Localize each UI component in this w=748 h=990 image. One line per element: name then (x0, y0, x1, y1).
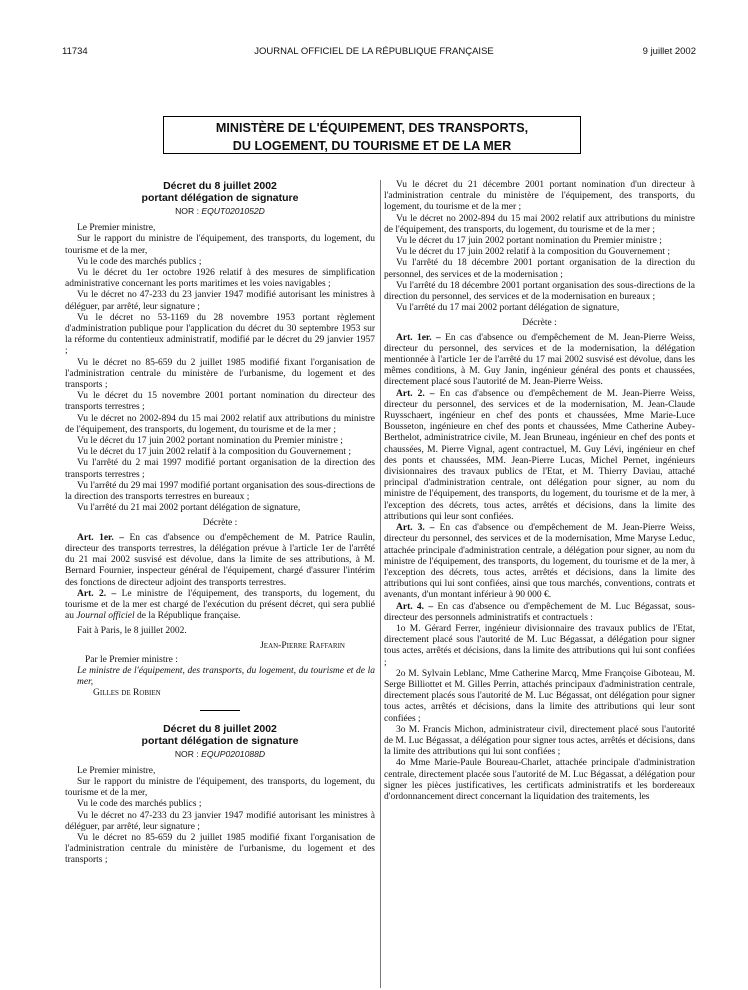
decree1-decrete: Décrète : (202, 518, 238, 529)
decree2-art4-item-3: 3o M. Francis Michon, administrateur civil, directement placé sous l'autorité de M. Luc Bégassat, a délégation pour signer tous actes, arrêtés et décisions, dans la limite des attributions qui lui sont confiées ; (384, 724, 695, 758)
issue-date: 9 juillet 2002 (642, 46, 696, 57)
decree1-intro-11: Vu l'arrêté du 2 mai 1997 modifié portant organisation de la direction des transports terrestres ; (65, 458, 375, 480)
decree2-intro-cont-4: Vu l'arrêté du 18 décembre 2001 portant organisation de la direction du personnel, des services et de la modernisation ; (384, 258, 695, 280)
decree1-minister-name: Gilles de Robien (93, 688, 161, 699)
decree1-art2-text-a: Le ministre de l'équipement, des transports, du logement, du tourisme et de la mer est chargé de l'exécution du présent décret, qui sera publié au (65, 588, 375, 622)
decree2-article-4 (384, 602, 695, 624)
decree1-nor-code: EQUT0201052D (201, 206, 265, 216)
decree2-art4-item-4: 4o Mme Marie-Paule Boureau-Charlet, attachée principale d'administration centrale, directement placée sous l'autorité de M. Luc Bégassat, a délégation pour signer les pièces justificatives, les certificats administratifs et les bordereaux d'ordonnancement direct concernant la liquidation des traitements, les (384, 758, 695, 802)
decree1-intro-4: Vu le décret no 47-233 du 23 janvier 1947 modifié autorisant les ministres à déléguer, par arrêté, leur signature ; (65, 290, 375, 312)
decree2-art4-text: En cas d'absence ou d'empêchement de M. Luc Bégassat, sous-directeur des personnels administratifs et contractuels : (384, 601, 695, 623)
column-divider (380, 180, 381, 988)
decree2-art2-text: En cas d'absence ou d'empêchement de M. Jean-Pierre Weiss, directeur du personnel, des services et de la modernisation, M. Jean-Claude Ruysschaert, ingénieur en chef des ponts et chaussées, Mme Marie-Luce Bousseton, ingénieure en chef des ponts et chaussées, Mme Catherine Aubey-Berthelot, administratrice civile, M. Jean Bruneau, ingénieur en chef des ponts et chaussées, M. Pierre Vignal, agent contractuel, M. Guy Lévi, ingénieur en chef des ponts et chaussées, MM. Jean-Pierre Lucas, Michel Pernet, ingénieurs divisionnaires des travaux publics de l'Etat, et M. Thierry Daviau, attaché principal d'administration centrale, ont délégation pour signer, au nom du ministre de l'équipement, des transports, du logement, du tourisme et de la mer, à l'exception des décrets, tous actes, arrêtés et décisions, dans la limite des attributions qui leur sont confiées. (384, 388, 695, 522)
decree2-intro-cont-2: Vu le décret du 17 juin 2002 portant nomination du Premier ministre ; (396, 236, 662, 247)
decree2-intro-cont-6: Vu l'arrêté du 17 mai 2002 portant délégation de signature, (396, 303, 620, 314)
decree1-art2-text-b: de la République française. (134, 611, 241, 622)
decree2-nor-code: EQUP0201088D (201, 748, 266, 759)
decree1-intro-13: Vu l'arrêté du 21 mai 2002 portant délégation de signature, (77, 503, 301, 514)
journal-title: JOURNAL OFFICIEL DE LA RÉPUBLIQUE FRANÇAISE (254, 46, 494, 57)
decree1-intro-12: Vu l'arrêté du 29 mai 1997 modifié portant organisation des sous-directions de la direction des transports terrestres en bureaux ; (65, 480, 375, 503)
separator-rule (200, 710, 240, 711)
decree1-intro-5: Vu le décret no 53-1169 du 28 novembre 1953 portant règlement d'administration publique pour l'application du décret du 30 septembre 1953 sur la réforme du contentieux administratif, modifié par le décret du 29 janvier 1957 ; (65, 312, 375, 357)
decree1-article-1 (65, 533, 375, 589)
decree2-nor-label: NOR : (174, 748, 202, 759)
decree2-intro-0: Le Premier ministre, (77, 765, 156, 776)
decree1-art1-text: En cas d'absence ou d'empêchement de M. Patrice Raulin, directeur des transports terrestres, la délégation prévue à l'article 1er de l'arrêté du 21 mai 2002 susvisé est dévolue, dans la limite de ses attributions, à M. Bernard Fournier, inspecteur général de l'équipement, chargé d'assurer l'intérim des fonctions de directeur adjoint des transports terrestres. (65, 532, 375, 588)
decree1-intro-0: Le Premier ministre, (77, 223, 156, 234)
decree1-intro-1: Sur le rapport du ministre de l'équipement, des transports, du logement, du tourisme et de la mer, (65, 234, 375, 256)
decree2-intro-cont-5: Vu l'arrêté du 18 décembre 2001 portant organisation des sous-directions de la direction du personnel, des services et de la modernisation en bureaux ; (384, 280, 695, 303)
decree2-article-3 (384, 523, 695, 601)
decree2-article-2 (384, 389, 695, 523)
decree1-art1-label: Art. 1er. – (77, 532, 124, 543)
decree2-article-1 (384, 333, 695, 389)
decree1-intro-2: Vu le code des marchés publics ; (77, 256, 202, 267)
decree1-intro-7: Vu le décret du 15 novembre 2001 portant nomination du directeur des transports terrestres ; (65, 391, 375, 413)
decree2-art3-text: En cas d'absence ou d'empêchement de M. Jean-Pierre Weiss, directeur du personnel, des services et de la modernisation, Mme Maryse Leduc, attachée principale d'administration centrale, a délégation pour signer, au nom du ministre de l'équipement, des transports, du logement, du tourisme et de la mer, à l'exception des décrets, tous actes, arrêtés et décisions, dans la limite des attributions qui lui sont confiées, ainsi que tous marchés, conventions, contrats et avenants, d'un montant inférieur à 90 000 €. (384, 523, 695, 601)
decree1-intro-8: Vu le décret no 2002-894 du 15 mai 2002 relatif aux attributions du ministre de l'équipement, des transports, du logement, du tourisme et de la mer ; (65, 413, 375, 435)
ministry-heading-line1: MINISTÈRE DE L'ÉQUIPEMENT, DES TRANSPORTS, (215, 121, 529, 135)
decree1-pm-signature: Jean-Pierre Raffarin (260, 640, 345, 651)
decree1-nor-label: NOR : (175, 206, 202, 216)
decree2-art4-label: Art. 4. – (396, 601, 434, 612)
decree2-nor (65, 749, 375, 760)
decree2-title-line2: portant délégation de signature (141, 734, 299, 747)
left-column (65, 180, 375, 867)
decree2-art4-item-2: 2o M. Sylvain Leblanc, Mme Catherine Marcq, Mme Françoise Giboteau, M. Serge Billiottet et M. Gilles Perrin, attachés principaux d'administration centrale, directement placés sous l'autorité de M. Luc Bégassat, ont délégation pour signer tous actes, arrêtés et décisions, dans la limite des attributions qui leur sont confiées ; (384, 668, 695, 724)
decree1-title-line1: Décret du 8 juillet 2002 (163, 180, 277, 192)
decree1-art2-label: Art. 2. – (77, 588, 117, 599)
running-header (0, 46, 748, 60)
right-column (384, 180, 695, 803)
decree1-minister-title: Le ministre de l'équipement, des transports, du logement, du tourisme et de la mer, (77, 665, 375, 688)
decree2-intro-3: Vu le décret no 47-233 du 23 janvier 1947 modifié autorisant les ministres à déléguer, par arrêté, leur signature ; (65, 810, 375, 832)
decree2-decrete: Décrète : (522, 318, 557, 329)
decree1-intro-10: Vu le décret du 17 juin 2002 relatif à la composition du Gouvernement ; (77, 447, 352, 458)
decree2-art1-label: Art. 1er. – (396, 332, 441, 343)
decree2-art3-label: Art. 3. – (396, 523, 435, 534)
decree1-title-line2: portant délégation de signature (141, 192, 299, 204)
decree2-title-line1: Décret du 8 juillet 2002 (163, 722, 277, 735)
decree2-art2-label: Art. 2. – (396, 388, 435, 399)
ministry-heading-line2: DU LOGEMENT, DU TOURISME ET DE LA MER (232, 139, 512, 153)
decree2-intro-2: Vu le code des marchés publics ; (77, 799, 202, 810)
decree2-art1-text: En cas d'absence ou d'empêchement de M. Jean-Pierre Weiss, directeur du personnel, des services et de la modernisation, la délégation mentionnée à l'article 1er de l'arrêté du 17 mai 2002 susvisé est dévolue, dans les mêmes conditions, à M. Guy Janin, ingénieur général des ponts et chaussées, directement placé sous l'autorité de M. Jean-Pierre Weiss. (384, 332, 695, 388)
decree2-intro-1: Sur le rapport du ministre de l'équipement, des transports, du logement, du tourisme et de la mer, (65, 776, 375, 799)
decree2-intro-cont-0: Vu le décret du 21 décembre 2001 portant nomination d'un directeur à l'administration centrale du ministère de l'équipement, des transports, du logement, du tourisme et de la mer ; (384, 180, 695, 213)
page-number: 11734 (62, 46, 88, 57)
decree2-intro-4: Vu le décret no 85-659 du 2 juillet 1985 modifié fixant l'organisation de l'administration centrale du ministère de l'urbanisme, du logement et des transports ; (65, 832, 375, 866)
decree2-intro-cont-1: Vu le décret no 2002-894 du 15 mai 2002 relatif aux attributions du ministre de l'équipement, des transports, du logement, du tourisme et de la mer ; (384, 213, 695, 235)
decree1-par-le: Par le Premier ministre : (85, 654, 178, 665)
decree1-intro-3: Vu le décret du 1er octobre 1926 relatif à des mesures de simplification administrative concernant les ports maritimes et les voies navigables ; (65, 268, 375, 290)
decree1-article-2 (65, 589, 375, 623)
ministry-heading (163, 116, 581, 154)
decree2-intro-cont-3: Vu le décret du 17 juin 2002 relatif à la composition du Gouvernement ; (396, 247, 671, 258)
decree1-art2-journal: Journal officiel (76, 611, 135, 622)
decree1-done-at: Fait à Paris, le 8 juillet 2002. (77, 626, 187, 637)
decree1-nor (65, 206, 375, 217)
decree1-intro-9: Vu le décret du 17 juin 2002 portant nomination du Premier ministre ; (77, 436, 343, 447)
decree1-intro-6: Vu le décret no 85-659 du 2 juillet 1985 modifié fixant l'organisation de l'administration centrale du ministère de l'urbanisme, du logement et des transports ; (65, 357, 375, 391)
decree2-art4-item-1: 1o M. Gérard Ferrer, ingénieur divisionnaire des travaux publics de l'Etat, directement placé sous l'autorité de M. Luc Bégassat, a délégation pour signer tous actes, arrêtés et décisions, dans la limite des attributions qui lui sont confiées ; (384, 623, 695, 668)
